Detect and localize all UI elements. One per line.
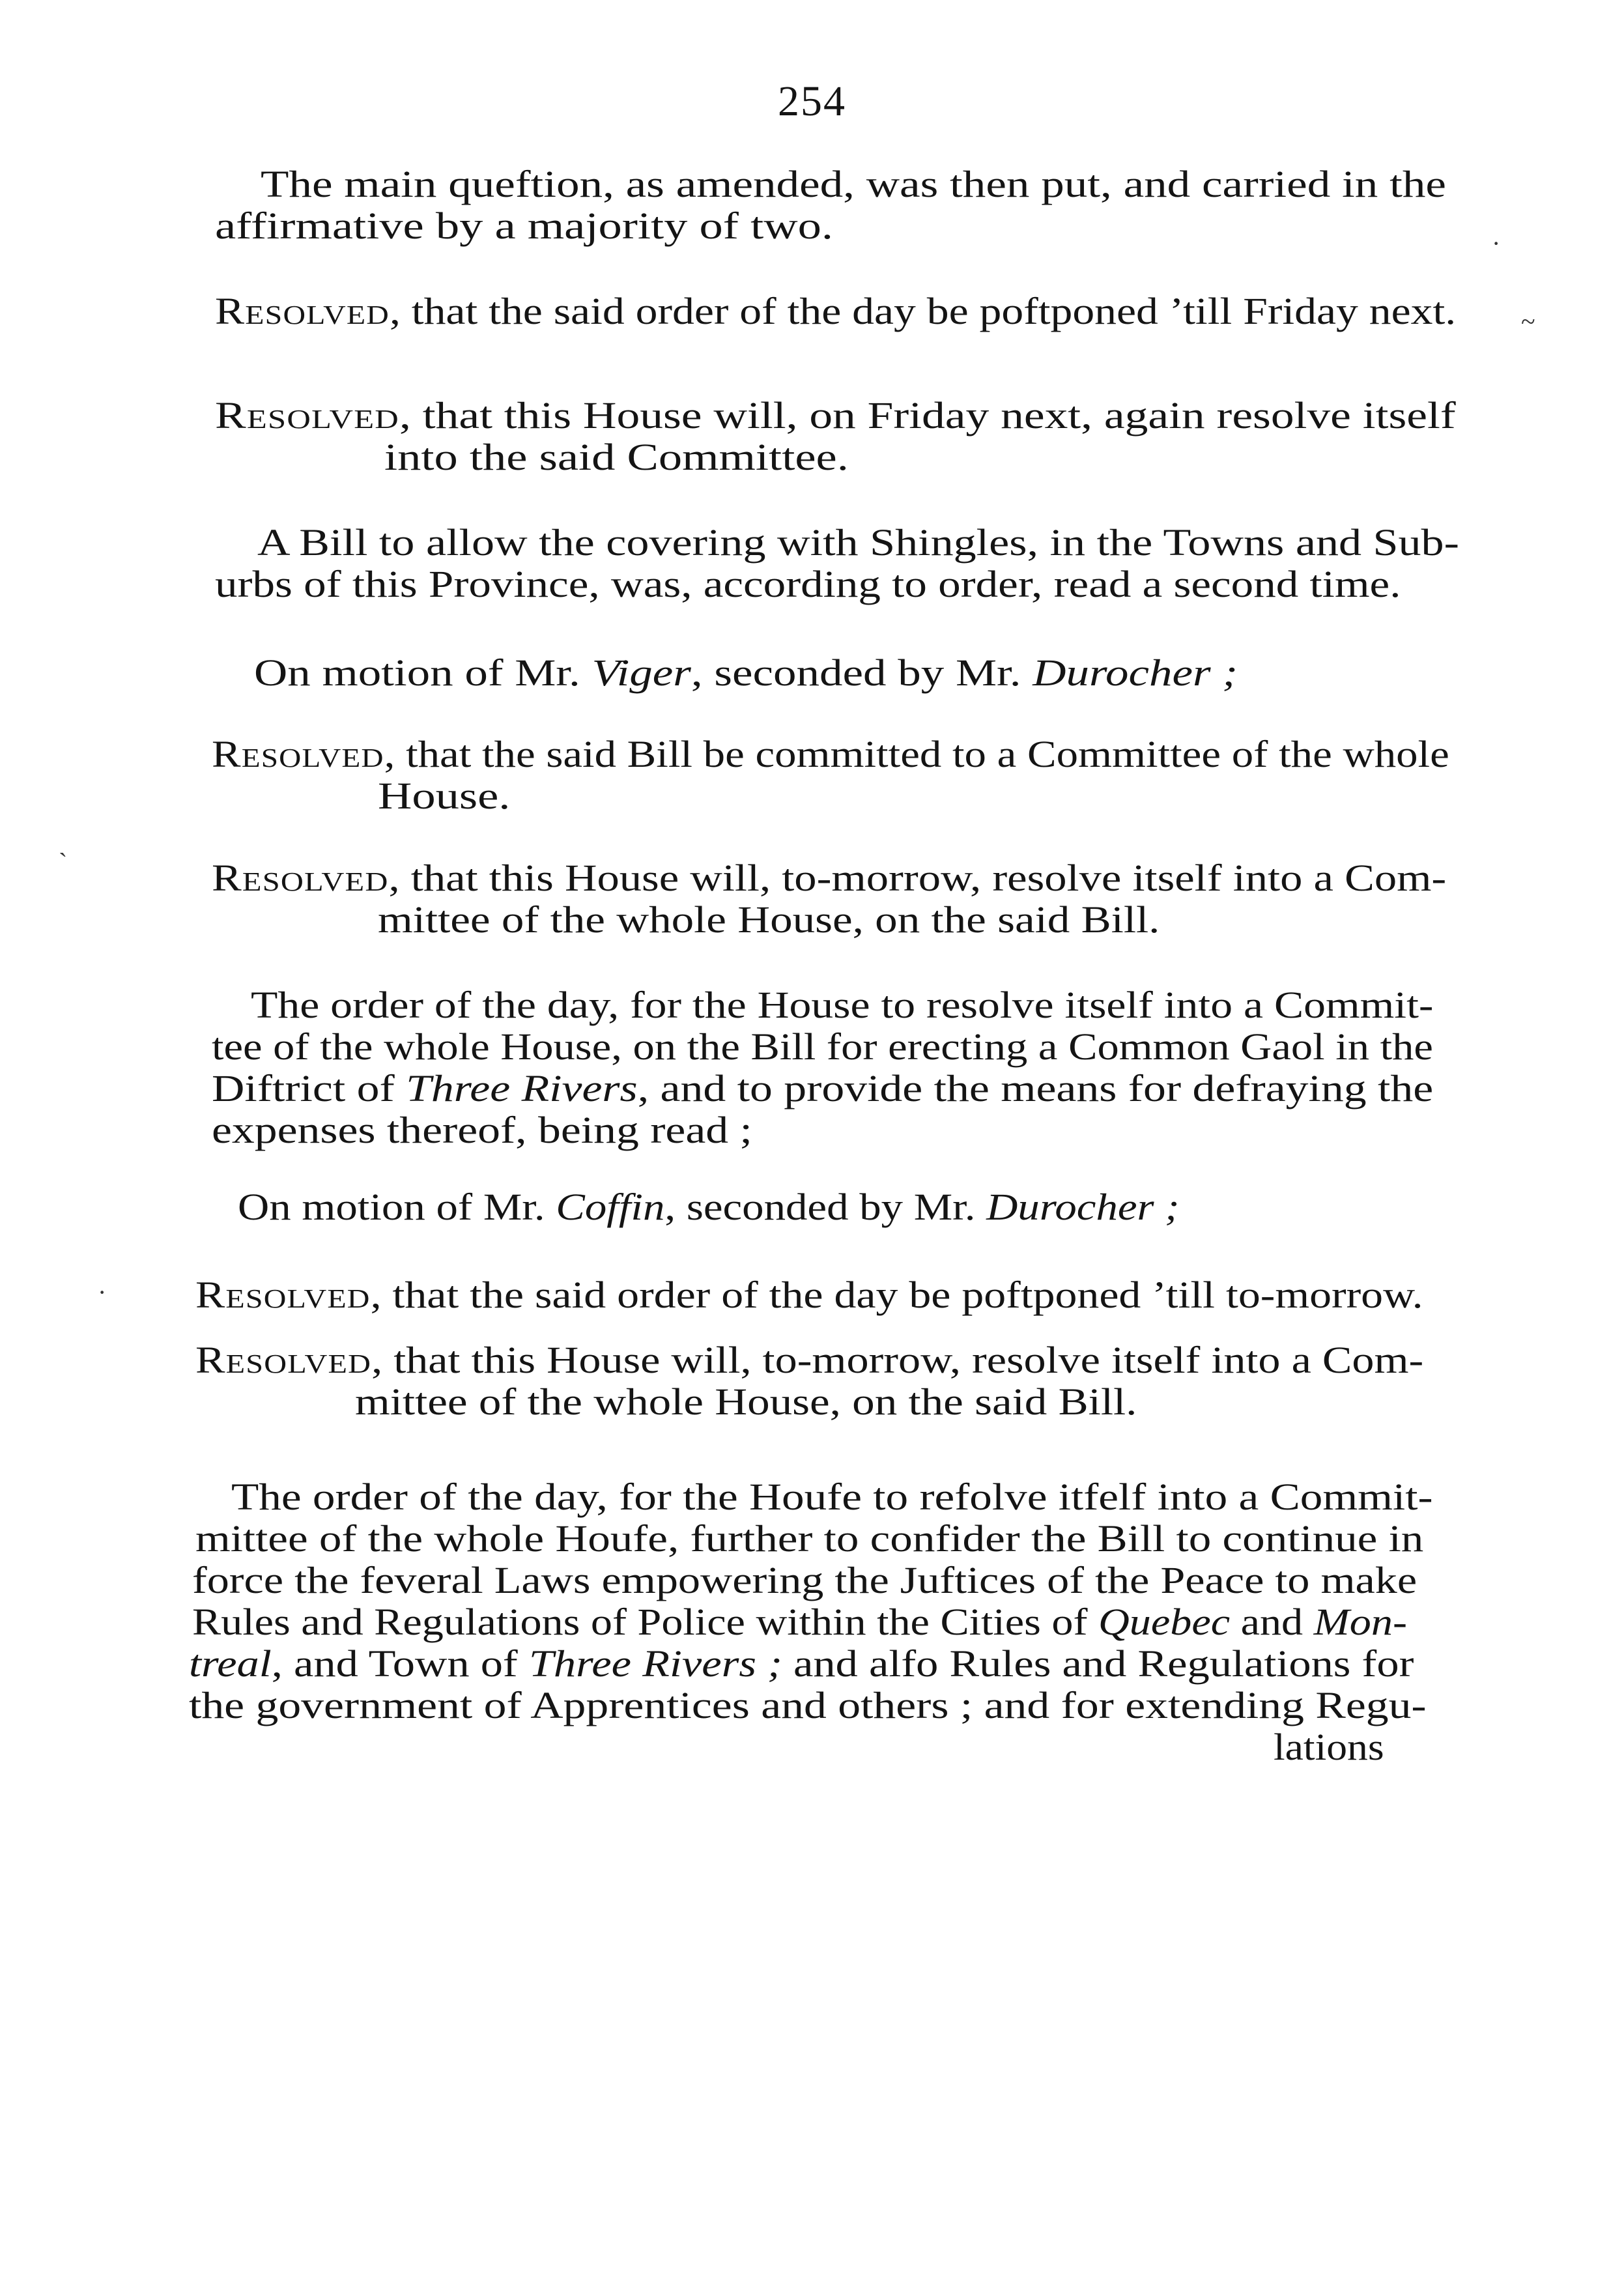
- text-run: The order of the day, for the Houfe to refolve itfelf into a Commit-: [231, 1476, 1433, 1518]
- margin-speck: `: [59, 848, 68, 877]
- text-line: [215, 290, 1456, 333]
- text-line: [238, 1186, 1180, 1229]
- text-run: affirmative by a majority of two.: [215, 205, 833, 247]
- text-run: On motion of Mr.: [238, 1186, 556, 1228]
- text-run: the government of Apprentices and others ; and for extending Regu-: [189, 1684, 1427, 1726]
- text-run: Rules and Regulations of Police within the Cities of: [192, 1601, 1099, 1643]
- text-run: On motion of Mr.: [254, 651, 592, 694]
- text-line: [195, 1517, 1423, 1560]
- text-run: , and Town of: [271, 1642, 529, 1685]
- text-line: [189, 1684, 1427, 1727]
- text-line: [251, 984, 1433, 1027]
- text-run: Diftrict of: [212, 1067, 406, 1109]
- text-run: The order of the day, for the House to resolve itself into a Commit-: [251, 984, 1434, 1026]
- text-line: [212, 857, 1446, 900]
- text-run: lations: [1274, 1726, 1384, 1768]
- text-run: , that this House will, to-morrow, resolve itself into a Com-: [388, 857, 1447, 899]
- italic-text: treal: [189, 1642, 272, 1685]
- italic-text: Mon-: [1313, 1601, 1407, 1643]
- text-line: [254, 651, 1238, 694]
- text-line: [189, 1642, 1414, 1685]
- margin-speck: ·: [1492, 229, 1501, 258]
- text-run: , that the said order of the day be poftponed ’till to-morrow.: [370, 1274, 1423, 1316]
- resolved-label: Resolved: [215, 290, 390, 332]
- text-run: mittee of the whole House, on the said Bill.: [378, 898, 1160, 941]
- text-line: [1274, 1726, 1384, 1769]
- text-line: [215, 205, 833, 248]
- text-line: [212, 1067, 1433, 1110]
- text-run: and alfo Rules and Regulations for: [782, 1642, 1414, 1685]
- text-run: into the said Committee.: [384, 436, 849, 478]
- text-line: [215, 394, 1456, 437]
- text-run: A Bill to allow the covering with Shingles, in the Towns and Sub-: [257, 521, 1459, 564]
- text-line: [378, 775, 510, 818]
- text-run: , and to provide the means for defraying the: [637, 1067, 1434, 1109]
- text-run: , seconded by Mr.: [664, 1186, 987, 1228]
- italic-text: Three Rivers ;: [528, 1642, 782, 1685]
- resolved-label: Resolved: [212, 857, 389, 899]
- text-line: [384, 436, 849, 479]
- resolved-label: Resolved: [215, 394, 400, 436]
- text-line: [257, 521, 1459, 564]
- italic-text: Viger: [591, 651, 691, 694]
- text-run: force the feveral Laws empowering the Juftices of the Peace to make: [192, 1559, 1417, 1601]
- text-line: [378, 898, 1160, 941]
- resolved-label: Resolved: [212, 733, 384, 775]
- page-number: 254: [778, 78, 846, 125]
- margin-speck: ~: [1521, 307, 1535, 336]
- text-line: [212, 733, 1449, 776]
- text-run: House.: [378, 775, 511, 817]
- text-run: , that this House will, to-morrow, resolve itself into a Com-: [371, 1339, 1424, 1381]
- text-run: expenses thereof, being read ;: [212, 1109, 752, 1151]
- italic-text: Coffin: [556, 1186, 665, 1228]
- text-run: , that the said Bill be committed to a Committee of the whole: [384, 733, 1449, 775]
- resolved-label: Resolved: [195, 1274, 371, 1316]
- text-line: [212, 1025, 1433, 1068]
- text-line: [195, 1339, 1423, 1382]
- text-line: [212, 1109, 752, 1152]
- text-run: , seconded by Mr.: [691, 651, 1033, 694]
- italic-text: Durocher ;: [986, 1186, 1180, 1228]
- margin-speck: ·: [98, 1278, 107, 1307]
- text-line: [192, 1601, 1407, 1644]
- text-run: and: [1230, 1601, 1314, 1643]
- text-run: tee of the whole House, on the Bill for erecting a Common Gaol in the: [212, 1025, 1433, 1068]
- text-run: , that the said order of the day be poftponed ’till Friday next.: [389, 290, 1457, 332]
- text-line: [192, 1559, 1417, 1602]
- italic-text: Durocher ;: [1033, 651, 1238, 694]
- text-line: [261, 163, 1446, 206]
- text-run: , that this House will, on Friday next, again resolve itself: [399, 394, 1456, 436]
- text-line: [231, 1476, 1433, 1519]
- italic-text: Quebec: [1098, 1601, 1231, 1643]
- text-line: [215, 563, 1401, 606]
- text-run: mittee of the whole Houfe, further to confider the Bill to continue in: [195, 1517, 1424, 1560]
- text-line: [195, 1274, 1423, 1317]
- text-line: [355, 1380, 1137, 1423]
- italic-text: Three Rivers: [406, 1067, 638, 1109]
- text-run: The main queftion, as amended, was then put, and carried in the: [261, 163, 1446, 205]
- text-run: mittee of the whole House, on the said Bill.: [355, 1380, 1137, 1423]
- text-run: urbs of this Province, was, according to order, read a second time.: [215, 563, 1401, 605]
- resolved-label: Resolved: [195, 1339, 372, 1381]
